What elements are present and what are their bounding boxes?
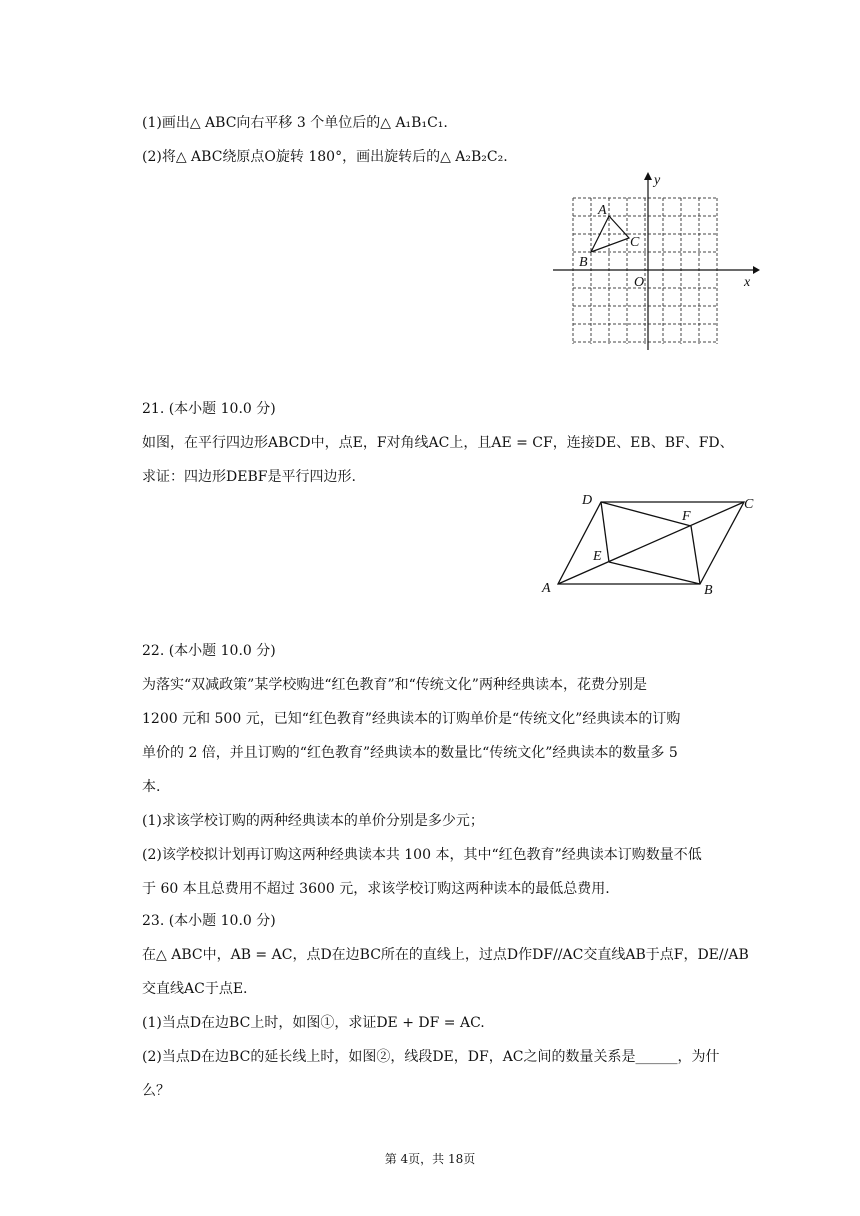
q23-line1: 在△ ABC中，AB = AC，点D在边BC所在的直线上，过点D作DF//AC交直线AB于点F，DE//AB	[142, 947, 749, 963]
q22-line2: 1200 元和 500 元，已知“红色教育”经典读本的订购单价是“传统文化”经典读本的订购	[142, 711, 681, 727]
q20-part2: (2)将△ ABC绕原点O旋转 180°，画出旋转后的△ A₂B₂C₂.	[142, 149, 508, 165]
label-e: E	[593, 549, 602, 564]
q23-part2b: 么？	[142, 1083, 170, 1099]
label-c2: C	[744, 497, 754, 512]
parallelogram-figure	[536, 486, 762, 602]
label-x: x	[744, 275, 751, 290]
q20-part1: (1)画出△ ABC向右平移 3 个单位后的△ A₁B₁C₁.	[142, 115, 448, 131]
label-d: D	[582, 493, 593, 508]
q23-part2a: (2)当点D在边BC的延长线上时，如图②，线段DE，DF，AC之间的数量关系是______，为什	[142, 1049, 720, 1065]
label-y: y	[654, 173, 661, 188]
label-a: A	[598, 203, 607, 218]
q22-part2a: (2)该学校拟计划再订购这两种经典读本共 100 本，其中“红色教育”经典读本订购数量不低	[142, 847, 702, 863]
q22-line4: 本.	[142, 779, 161, 795]
q22-part2b: 于 60 本且总费用不超过 3600 元，求该学校订购这两种读本的最低总费用.	[142, 881, 610, 897]
q23-part1: (1)当点D在边BC上时，如图①，求证DE + DF = AC.	[142, 1015, 485, 1031]
label-o: O	[634, 275, 645, 290]
label-a2: A	[542, 581, 551, 596]
label-c: C	[630, 235, 640, 250]
page-number: 第 4页，共 18页	[384, 1152, 476, 1166]
q22-line3: 单价的 2 倍，并且订购的“红色教育”经典读本的数量比“传统文化”经典读本的数量多 5	[142, 745, 678, 761]
q23-header: 23. (本小题 10.0 分)	[142, 913, 276, 929]
q21-header: 21. (本小题 10.0 分)	[142, 401, 276, 417]
coordinate-grid-figure	[548, 168, 764, 354]
q22-part1: (1)求该学校订购的两种经典读本的单价分别是多少元；	[142, 813, 484, 829]
q21-line1: 如图，在平行四边形ABCD中，点E，F对角线AC上，且AE = CF，连接DE、EB、BF、FD、	[142, 435, 734, 451]
q21-line2: 求证：四边形DEBF是平行四边形.	[142, 469, 356, 485]
q22-header: 22. (本小题 10.0 分)	[142, 643, 276, 659]
q22-line1: 为落实“双减政策”某学校购进“红色教育”和“传统文化”两种经典读本，花费分别是	[142, 677, 647, 693]
q23-line2: 交直线AC于点E.	[142, 981, 248, 997]
label-b2: B	[704, 583, 713, 598]
label-b: B	[579, 255, 588, 270]
label-f: F	[682, 509, 691, 524]
